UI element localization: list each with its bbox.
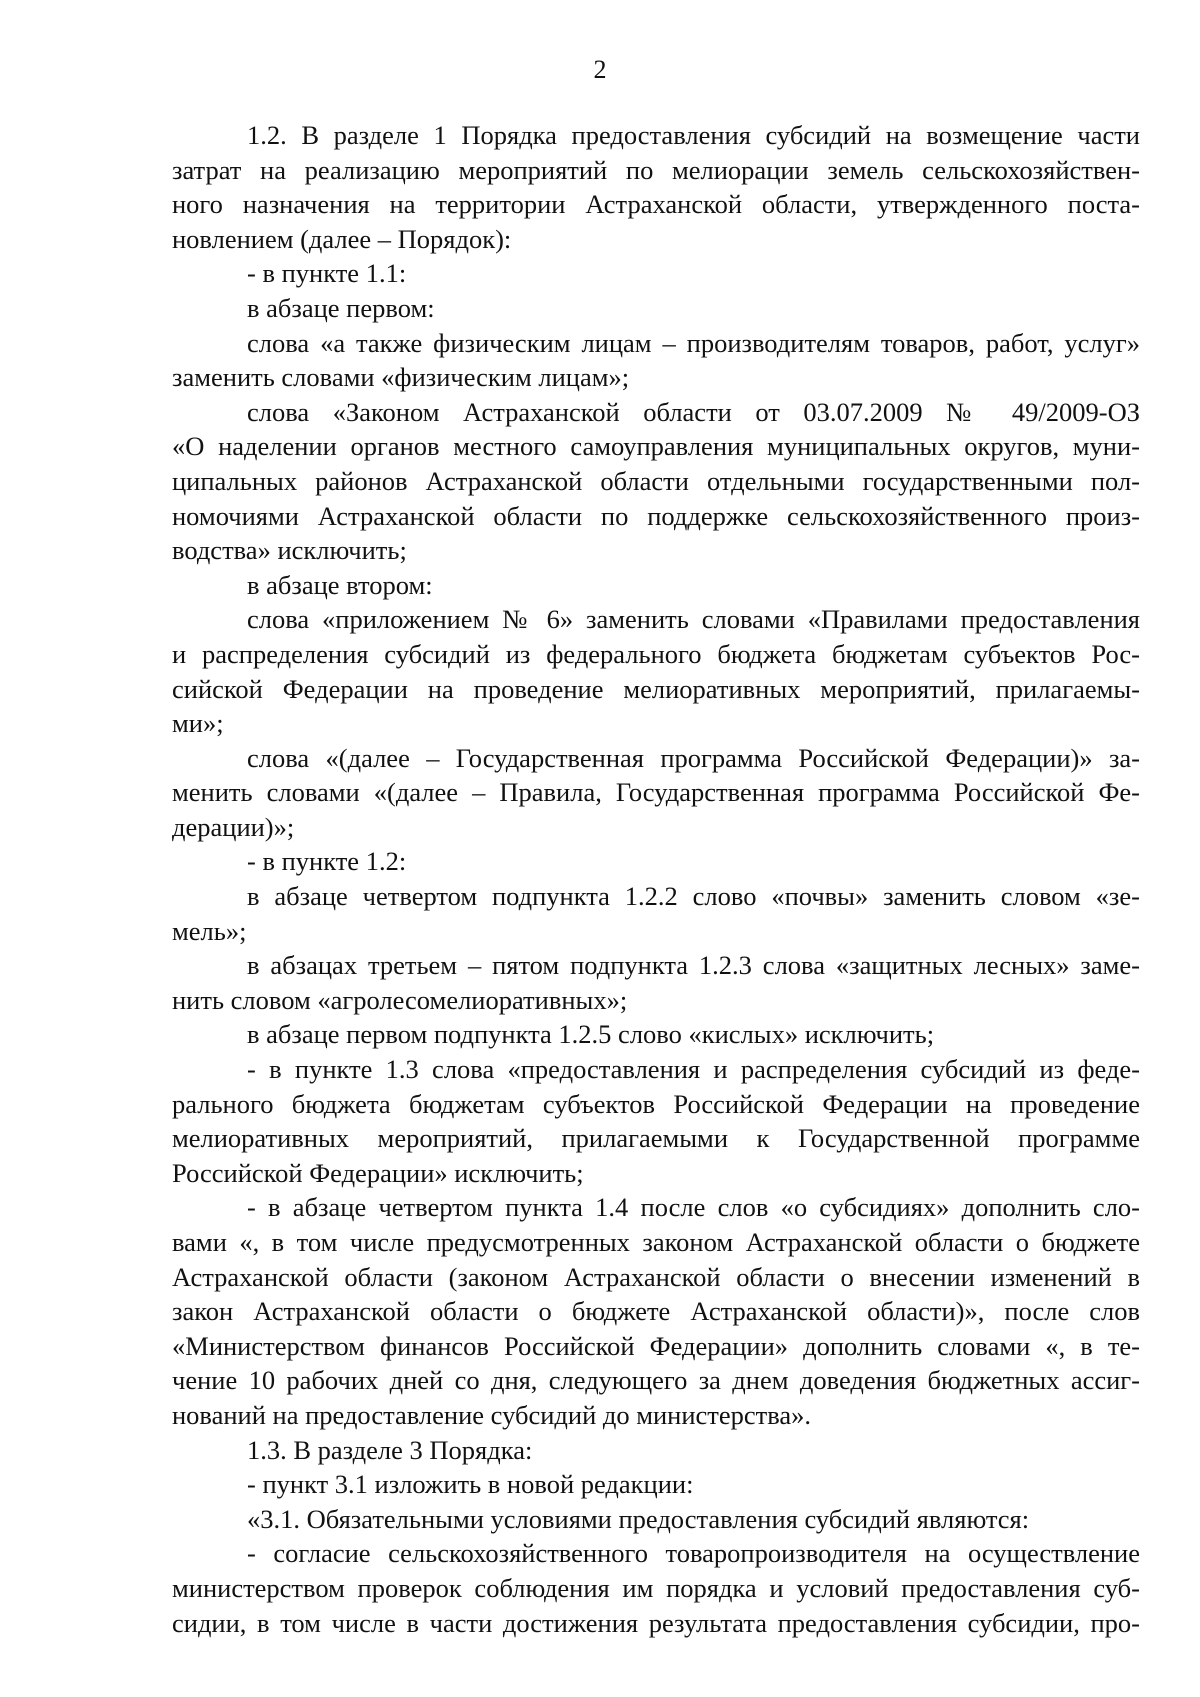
text-line: рального бюджета бюджетам субъектов Российской Федерации на проведение: [172, 1088, 1140, 1119]
text-line: чение 10 рабочих дней со дня, следующего за днем доведения бюджетных ассиг-: [172, 1365, 1140, 1396]
text-line: в абзаце первом подпункта 1.2.5 слово «кислых» исключить;: [247, 1019, 935, 1050]
text-line: ципальных районов Астраханской области отдельными государственными пол-: [172, 465, 1140, 496]
text-line: слова «(далее – Государственная программа Российской Федерации)» за-: [247, 742, 1140, 773]
page-number: 2: [593, 55, 607, 84]
text-line: - в пункте 1.2:: [247, 846, 407, 877]
text-line: заменить словами «физическим лицам»;: [172, 362, 630, 393]
text-line: «Министерством финансов Российской Федерации» дополнить словами «, в те-: [172, 1330, 1140, 1361]
text-line: мелиоративных мероприятий, прилагаемыми к Государственной программе: [172, 1123, 1140, 1154]
text-line: в абзаце втором:: [247, 569, 433, 600]
text-line: министерством проверок соблюдения им порядка и условий предоставления суб-: [172, 1572, 1140, 1603]
text-line: «О наделении органов местного самоуправления муниципальных округов, муни-: [172, 431, 1140, 462]
text-line: - в пункте 1.3 слова «предоставления и распределения субсидий из феде-: [247, 1054, 1140, 1085]
text-line: сийской Федерации на проведение мелиоративных мероприятий, прилагаемы-: [172, 673, 1140, 704]
text-line: Российской Федерации» исключить;: [172, 1157, 584, 1188]
text-line: в абзаце первом:: [247, 292, 435, 323]
text-line: - в абзаце четвертом пункта 1.4 после слов «о субсидиях» дополнить сло-: [247, 1192, 1140, 1223]
text-line: и распределения субсидий из федерального бюджета бюджетам субъектов Рос-: [172, 638, 1140, 669]
text-line: менить словами «(далее – Правила, Государственная программа Российской Фе-: [172, 777, 1140, 808]
text-line: «3.1. Обязательными условиями предоставления субсидий являются:: [247, 1503, 1030, 1534]
text-line: - в пункте 1.1:: [247, 258, 407, 289]
text-line: ного назначения на территории Астраханской области, утвержденного поста-: [172, 189, 1140, 220]
text-line: затрат на реализацию мероприятий по мелиорации земель сельскохозяйствен-: [172, 154, 1140, 185]
text-line: вами «, в том числе предусмотренных законом Астраханской области о бюджете: [172, 1227, 1140, 1257]
text-line: нований на предоставление субсидий до министерства».: [172, 1399, 812, 1430]
text-line: ми»;: [172, 708, 224, 739]
text-line: водства» исключить;: [172, 535, 407, 566]
text-line: в абзацах третьем – пятом подпункта 1.2.3 слова «защитных лесных» заме-: [247, 950, 1140, 981]
text-line: слова «Законом Астраханской области от 03.07.2009 № 49/2009-ОЗ: [247, 396, 1140, 427]
text-line: дерации)»;: [172, 811, 295, 842]
text-line: мель»;: [172, 915, 247, 946]
text-line: 1.2. В разделе 1 Порядка предоставления субсидий на возмещение части: [247, 120, 1140, 150]
text-line: закон Астраханской области о бюджете Астраханской области)», после слов: [172, 1296, 1140, 1327]
text-line: слова «приложением № 6» заменить словами «Правилами предоставления: [247, 604, 1140, 635]
text-line: - пункт 3.1 изложить в новой редакции:: [247, 1469, 694, 1500]
text-line: - согласие сельскохозяйственного товаропроизводителя на осуществление: [247, 1538, 1140, 1569]
text-line: номочиями Астраханской области по поддержке сельскохозяйственного произ-: [172, 500, 1140, 531]
text-line: слова «а также физическим лицам – производителям товаров, работ, услуг»: [247, 327, 1140, 358]
text-line: нить словом «агролесомелиоративных»;: [172, 984, 628, 1015]
text-line: сидии, в том числе в части достижения результата предоставления субсидии, про-: [172, 1607, 1140, 1638]
text-line: 1.3. В разделе 3 Порядка:: [247, 1434, 533, 1465]
document-body: [172, 118, 1140, 1640]
text-line: Астраханской области (законом Астраханской области о внесении изменений в: [172, 1261, 1140, 1292]
text-line: в абзаце четвертом подпункта 1.2.2 слово «почвы» заменить словом «зе-: [247, 881, 1140, 912]
text-line: новлением (далее – Порядок):: [172, 223, 512, 254]
